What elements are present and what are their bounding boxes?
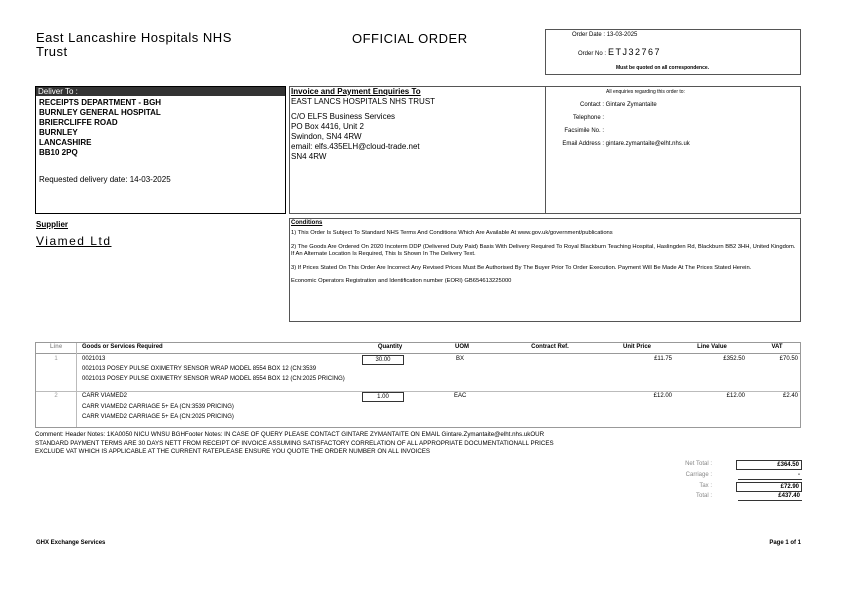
item-code: 0021013 xyxy=(82,356,106,362)
order-date-value: 13-03-2025 xyxy=(606,32,638,38)
line-value: £12.00 xyxy=(726,393,745,399)
unit-price: £12.00 xyxy=(653,393,672,399)
document-title: OFFICIAL ORDER xyxy=(352,31,468,46)
email-value: gintare.zymantaite@elht.nhs.uk xyxy=(605,141,690,147)
totals-block xyxy=(640,460,802,504)
org-name-line2: Trust xyxy=(36,44,68,59)
table-header xyxy=(36,343,800,354)
column-header: Contract Ref. xyxy=(531,344,569,350)
contact-label: Contact : xyxy=(579,102,604,108)
total-value: £437.40 xyxy=(738,492,802,501)
total-row xyxy=(640,493,802,504)
enquiries-box xyxy=(545,86,801,214)
column-header: Quantity xyxy=(377,344,403,350)
invoice-line: EAST LANCS HOSPITALS NHS TRUST xyxy=(291,97,436,106)
column-header: UOM xyxy=(455,344,469,350)
carriage-label: Carriage : xyxy=(685,472,712,478)
org-name-line1: East Lancashire Hospitals NHS xyxy=(36,30,232,45)
conditions-list xyxy=(291,230,796,286)
address-line: BURNLEY xyxy=(39,128,78,137)
conditions-box xyxy=(289,218,801,322)
item-code: CARR VIAMED2 xyxy=(82,393,128,399)
order-comments xyxy=(35,431,805,457)
deliver-to-heading: Deliver To : xyxy=(36,87,285,96)
column-header: Line Value xyxy=(697,344,727,350)
tax-value: £72.90 xyxy=(736,482,802,492)
contact-row xyxy=(546,99,796,112)
uom: EAC xyxy=(454,393,467,399)
condition-item: 1) This Order Is Subject To Standard NHS Terms And Conditions Which Are Available At www.gov.uk/government/publications xyxy=(291,230,613,236)
column-header: Goods or Services Required xyxy=(82,344,163,350)
line-number: 1 xyxy=(54,356,58,362)
telephone-row xyxy=(546,112,796,125)
footer-left: GHX Exchange Services xyxy=(36,540,106,546)
item-description: CARR VIAMED2 CARRIAGE 5+ EA (CN:3539 PRICING) xyxy=(82,404,234,410)
deliver-address xyxy=(39,98,161,158)
requested-delivery-date: Requested delivery date: 14-03-2025 xyxy=(39,175,171,184)
total-label: Total : xyxy=(695,493,712,499)
table-row xyxy=(36,392,800,426)
quantity: 30.00 xyxy=(362,355,404,365)
column-header: Line xyxy=(49,344,63,350)
invoice-line: C/O ELFS Business Services xyxy=(291,112,396,121)
address-line: BURNLEY GENERAL HOSPITAL xyxy=(39,108,161,117)
telephone-label: Telephone : xyxy=(572,115,604,121)
condition-item: Economic Operators Registration and Identification number (EORI) GB654613225000 xyxy=(291,278,512,284)
unit-price: £11.75 xyxy=(654,356,672,362)
deliver-to-box xyxy=(35,86,286,214)
table-row xyxy=(36,354,800,392)
order-date-label: Order Date : xyxy=(572,32,606,38)
items-table xyxy=(35,342,801,428)
vat: £70.50 xyxy=(779,356,798,362)
order-number xyxy=(578,47,661,57)
net-total-row xyxy=(640,460,802,471)
contact-value: Gintare Zymantaite xyxy=(605,102,657,108)
address-line: RECEIPTS DEPARTMENT - BGH xyxy=(39,98,162,107)
invoice-box xyxy=(289,86,546,214)
enquiries-heading: All enquiries regarding this order to: xyxy=(606,89,685,95)
quantity: 1.00 xyxy=(362,392,404,402)
order-date xyxy=(572,32,637,38)
email-label: Email Address : xyxy=(562,141,604,147)
comment-line: STANDARD PAYMENT TERMS ARE 30 DAYS NETT FROM RECEIPT OF INVOICE ASSUMING SATISFACTORY CORRELATION OF ALL APPROPRIATE DOCUMENTATIONALL PRICES xyxy=(35,439,554,447)
invoice-line: Swindon, SN4 4RW xyxy=(291,132,362,141)
vat: £2.40 xyxy=(782,393,798,399)
fax-label: Facsimile No. : xyxy=(564,128,604,134)
order-number-label: Order No : xyxy=(578,51,607,57)
address-line: BB10 2PQ xyxy=(39,148,78,157)
email-row xyxy=(546,138,796,151)
enquiries-details xyxy=(546,99,796,151)
invoice-line: SN4 4RW xyxy=(291,152,327,161)
order-number-value: ETJ32767 xyxy=(607,47,661,57)
item-description: 0021013 POSEY PULSE OXIMETRY SENSOR WRAP MODEL 8554 BOX 12 (CN:2025 PRICING) xyxy=(82,376,345,382)
carriage-value: - xyxy=(738,471,802,480)
invoice-line: email: elfs.435ELH@cloud-trade.net xyxy=(291,142,420,151)
invoice-line: PO Box 4416, Unit 2 xyxy=(291,122,364,131)
condition-item: 2) The Goods Are Ordered On 2020 Incoterm DDP (Delivered Duty Paid) Basis With Delivery Required To Royal Blackburn Teaching Hospital, Haslingden Rd, Blackburn BB2 3HH, United Kingdom. If An Alternate Location Is Required, This Is Shown In The Delivery Text. xyxy=(291,243,796,257)
condition-item: 3) If Prices Stated On This Order Are Incorrect Any Revised Prices Must Be Authorised By The Buyer Prior To Order Execution. Payment Will Be Made At The Prices Stated Herein. xyxy=(291,264,752,271)
conditions-heading: Conditions xyxy=(291,220,323,226)
tax-label: Tax : xyxy=(699,483,712,489)
address-line: LANCASHIRE xyxy=(39,138,92,147)
quote-note: Must be quoted on all correspondence. xyxy=(616,65,710,71)
uom: BX xyxy=(456,356,465,362)
invoice-heading: Invoice and Payment Enquiries To xyxy=(291,87,421,96)
column-header: VAT xyxy=(771,344,783,350)
carriage-row xyxy=(640,471,802,482)
column-header: Unit Price xyxy=(622,344,651,350)
supplier-name: Viamed Ltd xyxy=(36,234,112,248)
comment-line: EXCLUDE VAT WHICH IS APPLICABLE AT THE CURRENT RATEPLEASE ENSURE YOU QUOTE THE ORDER NUMBER ON ALL INVOICES xyxy=(35,448,431,455)
org-name xyxy=(36,31,232,59)
line-number: 2 xyxy=(54,393,58,399)
item-description: CARR VIAMED2 CARRIAGE 5+ EA (CN:2025 PRICING) xyxy=(82,414,234,420)
net-total-label: Net Total : xyxy=(685,461,712,467)
order-info-box xyxy=(545,29,801,75)
invoice-address xyxy=(291,97,435,162)
item-description: 0021013 POSEY PULSE OXIMETRY SENSOR WRAP MODEL 8554 BOX 12 (CN:3539 xyxy=(82,366,317,372)
fax-row xyxy=(546,125,796,138)
address-line: BRIERCLIFFE ROAD xyxy=(39,118,118,127)
page-number: Page 1 of 1 xyxy=(769,540,801,546)
comment-line: Comment: Header Notes: 1KA0050 NICU WNSU BGHFooter Notes: IN CASE OF QUERY PLEASE CONTACT GINTARE ZYMANTAITE ON EMAIL Gintare.Zymantaite@elht.nhs.ukOUR xyxy=(35,431,545,438)
net-total-value: £364.50 xyxy=(736,460,802,470)
supplier-heading: Supplier xyxy=(36,220,69,229)
line-value: £352.50 xyxy=(723,356,745,362)
